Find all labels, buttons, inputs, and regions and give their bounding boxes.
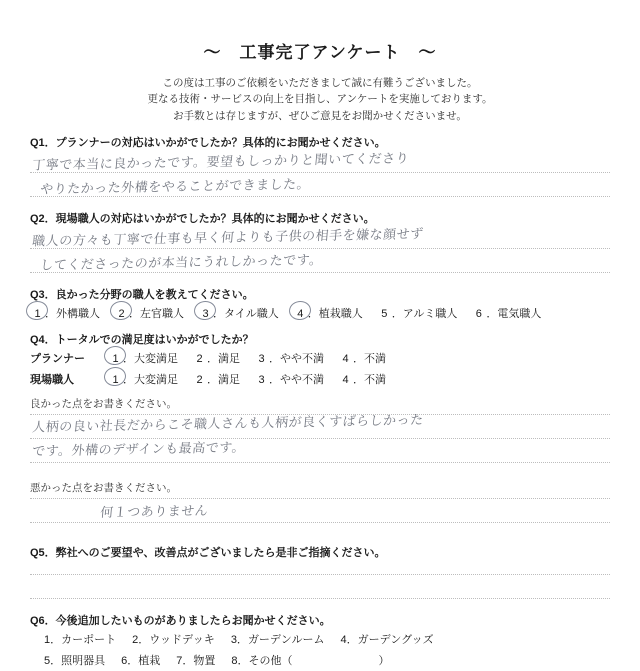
- q4-row-planner-label: プランナー: [30, 352, 85, 365]
- q6-option-8-label: その他（: [248, 654, 293, 667]
- q4-good-points-line-1: 人柄の良い社長だからこそ職人さんも人柄が良くすばらしかった: [31, 413, 425, 437]
- q6-option-3[interactable]: [231, 630, 325, 650]
- question-1-answer-line-1: 丁寧で本当に良かったです。要望もしっかりと聞いてくださり: [31, 151, 410, 174]
- q4-worker-option-3-label: やや不満: [280, 373, 324, 386]
- q6-option-8-number: 8．: [231, 654, 249, 667]
- q4-worker-option-1-label: 大変満足: [134, 373, 178, 386]
- q4-good-points-label: 良かった点をお書きください。: [30, 398, 177, 411]
- q4-planner-option-1[interactable]: 1 ．大変満足: [108, 349, 178, 370]
- q4-bad-points-line-1: 何１つありません: [99, 504, 209, 522]
- q3-option-1-number: 1: [30, 304, 45, 325]
- q3-option-2-label: 左官職人: [140, 307, 184, 320]
- q3-option-1[interactable]: 1 ．外構職人: [30, 304, 100, 325]
- q6-option-8[interactable]: [231, 651, 389, 671]
- rule-line: [30, 598, 610, 599]
- q4-worker-option-4[interactable]: 4 ．不満: [338, 370, 386, 391]
- q6-option-4[interactable]: [340, 630, 433, 650]
- question-6-options-row-2: [30, 651, 610, 671]
- q3-option-6[interactable]: 6 ．電気職人: [471, 304, 541, 325]
- question-5-answer-area[interactable]: [30, 562, 610, 608]
- q4-row-worker-label: 現場職人: [30, 373, 74, 386]
- q3-option-5-number: 5: [381, 307, 388, 320]
- q6-option-1-label: カーポート: [61, 634, 117, 647]
- q4-planner-option-3-label: やや不満: [280, 352, 324, 365]
- q4-planner-option-2[interactable]: 2 ．満足: [192, 349, 240, 370]
- q6-option-7[interactable]: [176, 651, 215, 671]
- question-2-answer-line-1: 職人の方々も丁寧で仕事も早く何よりも子供の相手を嫌な顔せず: [31, 226, 425, 250]
- q3-option-4-label: 植栽職人: [318, 307, 363, 320]
- q6-option-3-label: ガーデンルーム: [247, 634, 325, 647]
- q4-planner-option-4-label: 不満: [364, 352, 386, 365]
- q4-worker-option-2-number: 2: [196, 373, 203, 386]
- q3-option-2[interactable]: 2 ．左官職人: [114, 304, 184, 325]
- q6-option-6-label: 植栽: [138, 654, 161, 667]
- q6-option-2-label: ウッドデッキ: [149, 634, 215, 647]
- q3-option-5[interactable]: 5 ．アルミ職人: [377, 304, 458, 325]
- q4-worker-option-3[interactable]: 3 ．やや不満: [254, 370, 324, 391]
- q4-planner-option-4-number: 4: [342, 352, 349, 365]
- rule-line: [30, 574, 610, 575]
- q6-option-6[interactable]: [121, 651, 160, 671]
- intro-line-1: この度は工事のご依頼をいただきまして誠に有難うございました。: [162, 77, 478, 89]
- q6-option-1-number: 1．: [44, 634, 62, 647]
- q6-option-5-label: 照明器具: [61, 654, 106, 667]
- q3-option-6-number: 6: [475, 307, 482, 320]
- q6-option-1[interactable]: [44, 630, 116, 650]
- intro-text: [30, 75, 610, 124]
- q4-worker-option-4-number: 4: [342, 373, 349, 386]
- q4-planner-option-1-label: 大変満足: [134, 352, 178, 365]
- q6-option-5[interactable]: [44, 651, 105, 671]
- rule-line: [30, 462, 610, 463]
- q4-planner-option-3-number: 3: [258, 352, 265, 365]
- q4-worker-option-4-label: 不満: [364, 373, 386, 386]
- q4-bad-points-area[interactable]: [30, 496, 610, 536]
- q4-bad-points-label: 悪かった点をお書きください。: [30, 482, 177, 495]
- q4-planner-option-2-label: 満足: [218, 352, 240, 365]
- q6-close-paren: ）: [378, 654, 390, 667]
- question-3-options: [30, 304, 610, 325]
- q4-worker-option-2[interactable]: 2 ．満足: [192, 370, 240, 391]
- q3-option-6-label: 電気職人: [497, 307, 542, 320]
- question-4-row-worker: [30, 370, 610, 391]
- rule-line: [30, 522, 610, 523]
- question-4-label: Q4．トータルでの満足度はいかがでしたか？: [30, 333, 254, 346]
- q6-option-7-label: 物置: [193, 654, 216, 667]
- q6-option-4-label: ガーデングッズ: [357, 634, 434, 647]
- q6-option-7-number: 7．: [176, 654, 194, 667]
- intro-line-3: お手数とは存じますが、ぜひご意見をお聞かせくださいませ。: [173, 109, 467, 122]
- question-6-label: Q6．今後追加したいものがありましたらお聞かせください。: [30, 615, 331, 628]
- q3-option-5-label: アルミ職人: [402, 307, 458, 320]
- q4-worker-option-3-number: 3: [258, 373, 265, 386]
- question-1-answer-line-2: やりたかった外構をやることができました。: [39, 177, 311, 198]
- intro-line-2: 更なる技術・サービスの向上を目指し、アンケートを実施しております。: [147, 93, 493, 106]
- question-2-label: Q2．現場職人の対応はいかがでしたか？具体的にお聞かせください。: [30, 212, 375, 225]
- question-4-row-planner: [30, 349, 610, 370]
- q3-option-1-label: 外構職人: [56, 307, 100, 320]
- question-2-answer-line-2: してくださったのが本当にうれしかったです。: [39, 252, 324, 274]
- q3-option-3[interactable]: 3 ．タイル職人: [198, 304, 279, 325]
- q6-option-2[interactable]: [132, 630, 215, 650]
- question-5-label: Q5．弊社へのご要望や、改善点がございましたら是非ご指摘ください。: [30, 547, 386, 560]
- q4-planner-option-4[interactable]: 4 ．不満: [338, 349, 386, 370]
- q4-planner-option-1-number: 1: [108, 349, 123, 370]
- q4-planner-option-3[interactable]: 3 ．やや不満: [254, 349, 324, 370]
- q3-option-2-number: 2: [114, 304, 129, 325]
- q3-option-4[interactable]: 4 ．植栽職人: [293, 304, 363, 325]
- q6-option-5-number: 5．: [44, 654, 62, 667]
- q4-good-points-line-2: です。外構のデザインも最高です。: [31, 440, 246, 461]
- q4-worker-option-1-number: 1: [108, 370, 123, 391]
- q4-worker-option-1[interactable]: 1 ．大変満足: [108, 370, 178, 391]
- question-1-label: Q1．プランナーの対応はいかがでしたか？具体的にお聞かせください。: [30, 136, 386, 149]
- q6-option-6-number: 6．: [121, 654, 139, 667]
- q3-option-4-number: 4: [293, 304, 308, 325]
- q4-good-points-area[interactable]: [30, 412, 610, 474]
- q4-planner-option-2-number: 2: [196, 352, 203, 365]
- q3-option-3-number: 3: [198, 304, 213, 325]
- question-6-options-row-1: [30, 630, 610, 650]
- question-2-answer-area[interactable]: [30, 228, 610, 282]
- q6-option-3-number: 3．: [230, 634, 248, 647]
- q4-worker-option-2-label: 満足: [218, 373, 240, 386]
- q3-option-3-label: タイル職人: [224, 307, 279, 320]
- q6-option-2-number: 2．: [132, 634, 150, 647]
- question-3-label: Q3．良かった分野の職人を教えてください。: [30, 288, 254, 301]
- q6-option-4-number: 4．: [340, 634, 358, 647]
- question-1-answer-area[interactable]: [30, 152, 610, 206]
- page-title: ～ 工事完了アンケート ～: [203, 43, 437, 62]
